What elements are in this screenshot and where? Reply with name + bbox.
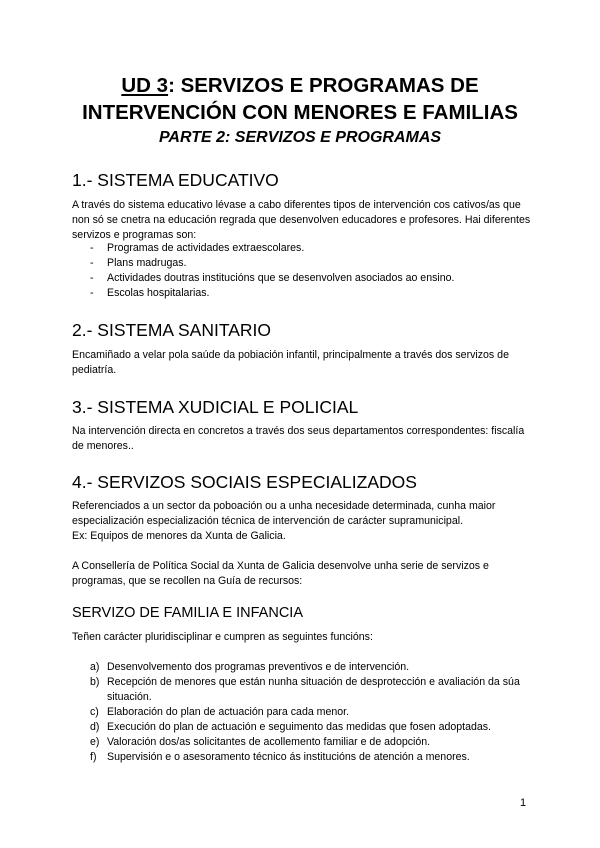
list-item-text: Desenvolvemento dos programas preventivos e de intervención. bbox=[107, 661, 410, 673]
list-marker: a) bbox=[90, 661, 100, 673]
unit-label: UD 3 bbox=[121, 74, 169, 97]
list-item bbox=[72, 241, 532, 256]
list-item-text: Actividades doutras institucións que se desenvolven asociados ao ensino. bbox=[107, 272, 455, 284]
section-paragraph-sanitario: Encamiñado a velar pola saúde da pobiación infantil, principalmente a través dos servizos de pediatría. bbox=[72, 349, 509, 376]
list-item bbox=[72, 660, 532, 675]
list-item-text: Valoración dos/as solicitantes de acollemento familiar e de adopción. bbox=[107, 736, 431, 748]
list-item-text: Plans madrugas. bbox=[107, 257, 187, 269]
list-marker: - bbox=[90, 257, 94, 269]
section-paragraph-sociais-2: A Consellería de Política Social da Xunta de Galicia desenvolve unha serie de servizos e programas, que se recollen na Guía de recursos: bbox=[72, 560, 489, 587]
title-line-1-rest: : SERVIZOS E PROGRAMAS DE bbox=[168, 74, 479, 97]
list-item bbox=[72, 750, 532, 765]
list-marker: b) bbox=[90, 676, 100, 688]
title-line-1 bbox=[40, 72, 560, 99]
subsection-heading-familia: SERVIZO DE FAMILIA E INFANCIA bbox=[72, 605, 303, 621]
list-familia bbox=[72, 660, 532, 765]
list-item-text: Supervisión e o asesoramento técnico ás institucións de atención a menores. bbox=[107, 751, 470, 763]
list-item bbox=[72, 720, 532, 735]
list-item-text: Elaboración do plan de actuación para cada menor. bbox=[107, 706, 350, 718]
document-subtitle: PARTE 2: SERVIZOS E PROGRAMAS bbox=[158, 129, 442, 146]
section-heading-xudicial: 3.- SISTEMA XUDICIAL E POLICIAL bbox=[72, 397, 359, 417]
section-paragraph-sociais-1: Referenciados a un sector da poboación ou a unha necesidade determinada, cunha maior especialización especialización técnica de intervención de carácter supramunicipal. bbox=[72, 500, 496, 527]
list-item-text: Programas de actividades extraescolares. bbox=[107, 242, 305, 254]
subsection-intro-familia: Teñen carácter pluridisciplinar e cumpren as seguintes funcións: bbox=[72, 631, 373, 643]
list-item-text: Escolas hospitalarias. bbox=[107, 287, 210, 299]
section-heading-educativo: 1.- SISTEMA EDUCATIVO bbox=[72, 170, 279, 190]
list-marker: - bbox=[90, 242, 94, 254]
section-paragraph-educativo: A través do sistema educativo lévase a cabo diferentes tipos de intervención cos cativos/as que non só se cnetra na educación regrada que desenvolven educadores e profesores. Hai diferentes servizos e programas son: bbox=[72, 199, 531, 241]
list-item-text: Execución do plan de actuación e seguimento das medidas que fosen adoptadas. bbox=[107, 721, 491, 733]
list-marker: c) bbox=[90, 706, 99, 718]
section-example-sociais: Ex: Equipos de menores da Xunta de Galicia. bbox=[72, 530, 286, 542]
list-marker: d) bbox=[90, 721, 100, 733]
page-number: 1 bbox=[520, 797, 527, 809]
list-item bbox=[72, 705, 532, 720]
title-line-2: INTERVENCIÓN CON MENORES E FAMILIAS bbox=[82, 101, 518, 124]
list-marker: - bbox=[90, 272, 94, 284]
list-item-text: Recepción de menores que están nunha situación de desprotección e avaliación da súa situación. bbox=[107, 676, 520, 703]
document-title bbox=[40, 72, 560, 126]
section-paragraph-xudicial: Na intervención directa en concretos a través dos seus departamentos correspondentes: fiscalía de menores.. bbox=[72, 425, 525, 452]
list-marker: e) bbox=[90, 736, 100, 748]
list-item bbox=[72, 675, 532, 705]
list-item bbox=[72, 271, 532, 286]
list-item bbox=[72, 286, 532, 301]
list-item bbox=[72, 735, 532, 750]
list-educativo bbox=[72, 241, 532, 301]
section-heading-sanitario: 2.- SISTEMA SANITARIO bbox=[72, 320, 272, 340]
section-heading-sociais: 4.- SERVIZOS SOCIAIS ESPECIALIZADOS bbox=[72, 472, 417, 492]
list-marker: - bbox=[90, 287, 94, 299]
list-item bbox=[72, 256, 532, 271]
list-marker: f) bbox=[90, 751, 97, 763]
